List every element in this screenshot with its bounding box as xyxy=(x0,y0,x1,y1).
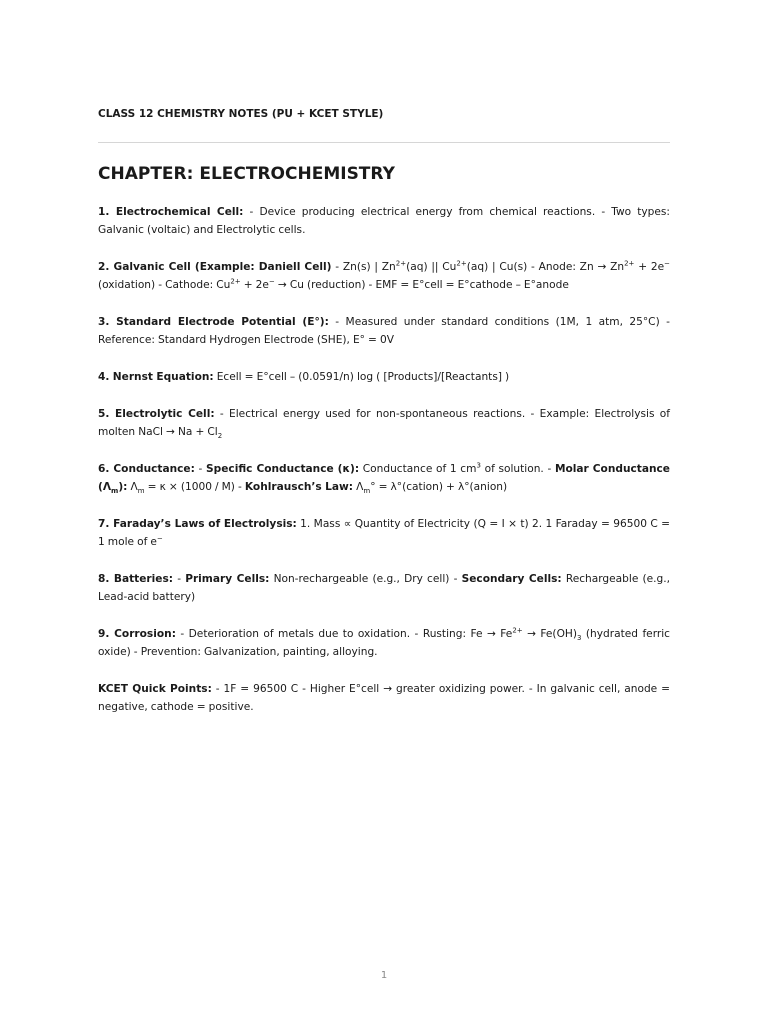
section-kcet-quick-points xyxy=(98,680,670,716)
section-conductance xyxy=(98,460,670,496)
section-label: 2. Galvanic Cell (Example: Daniell Cell) xyxy=(98,261,332,273)
term-text: ): xyxy=(118,481,128,493)
superscript: 2+ xyxy=(512,626,523,635)
superscript: 3 xyxy=(476,461,481,470)
section-text: (oxidation) - Cathode: Cu xyxy=(98,279,231,291)
section-text: - Measured under standard conditions (1M, 1 atm, 25°C) - Reference: Standard Hydrogen Electrode (SHE), E° = 0V xyxy=(98,316,670,346)
section-faradays-laws xyxy=(98,515,670,551)
section-text: of solution. - xyxy=(480,463,555,475)
superscript: − xyxy=(268,277,275,286)
superscript: 2+ xyxy=(395,259,407,268)
section-nernst-equation xyxy=(98,368,670,386)
section-text: (aq) || Cu xyxy=(406,261,457,273)
section-corrosion xyxy=(98,625,670,661)
subscript: m xyxy=(111,487,119,496)
section-text: Λ xyxy=(127,481,138,493)
page-number: 1 xyxy=(380,970,388,981)
chapter-title: CHAPTER: ELECTROCHEMISTRY xyxy=(98,164,395,184)
section-electrolytic-cell xyxy=(98,405,670,441)
section-label: 6. Conductance: xyxy=(98,463,195,475)
section-label: 7. Faraday’s Laws of Electrolysis: xyxy=(98,518,297,530)
superscript: 2+ xyxy=(624,259,635,268)
section-text: ° = λ°(cation) + λ°(anion) xyxy=(370,481,508,493)
document-header: CLASS 12 CHEMISTRY NOTES (PU + KCET STYLE) xyxy=(98,108,384,120)
section-text: Rechargeable (e.g., Lead-acid battery) xyxy=(98,573,670,603)
subscript: 2 xyxy=(217,432,223,441)
section-label: 1. Electrochemical Cell: xyxy=(98,206,244,218)
notes-body xyxy=(98,203,670,735)
section-text: - Electrical energy used for non-spontaneous reactions. - Example: Electrolysis of molten NaCl → Na + Cl xyxy=(98,408,670,438)
section-label: 3. Standard Electrode Potential (E°): xyxy=(98,316,329,328)
section-text: → Cu (reduction) - EMF = E°cell = E°cathode – E°anode xyxy=(274,279,569,291)
section-electrochemical-cell xyxy=(98,203,670,239)
section-label: 8. Batteries: xyxy=(98,573,174,585)
section-text: (aq) | Cu(s) - Anode: Zn → Zn xyxy=(466,261,625,273)
section-label: KCET Quick Points: xyxy=(98,683,212,695)
section-label: 9. Corrosion: xyxy=(98,628,176,640)
section-standard-electrode-potential xyxy=(98,313,670,349)
section-text: = κ × (1000 / M) - xyxy=(144,481,245,493)
subscript: 3 xyxy=(577,634,582,643)
section-text: + 2e xyxy=(240,279,269,291)
superscript: − xyxy=(664,259,670,268)
section-text: (hydrated ferric oxide) - Prevention: Galvanization, painting, alloying. xyxy=(98,628,670,658)
section-text: - xyxy=(194,463,207,475)
section-galvanic-cell xyxy=(98,258,670,294)
term-label: Specific Conductance (κ): xyxy=(206,463,360,475)
term-label: Primary Cells: xyxy=(185,573,270,585)
superscript: 2+ xyxy=(230,277,241,286)
section-label: 4. Nernst Equation: xyxy=(98,371,214,383)
section-text: Ecell = E°cell – (0.0591/n) log ( [Products]/[Reactants] ) xyxy=(213,371,510,383)
section-text: + 2e xyxy=(634,261,665,273)
section-text: - xyxy=(173,573,186,585)
section-text: - Device producing electrical energy from chemical reactions. - Two types: Galvanic (voltaic) and Electrolytic cells. xyxy=(98,206,671,236)
superscript: 2+ xyxy=(456,259,467,268)
section-text: - Zn(s) | Zn xyxy=(331,261,396,273)
subscript: m xyxy=(363,487,371,496)
section-text: - Deterioration of metals due to oxidation. - Rusting: Fe → Fe xyxy=(175,628,513,640)
term-text: Molar Conductance (Λ xyxy=(98,463,670,493)
section-text: Λ xyxy=(353,481,364,493)
term-label: Kohlrausch’s Law: xyxy=(244,481,354,493)
section-text: Conductance of 1 cm xyxy=(359,463,477,475)
section-text: Non-rechargeable (e.g., Dry cell) - xyxy=(269,573,462,585)
section-text: → Fe(OH) xyxy=(522,628,578,640)
section-text: - 1F = 96500 C - Higher E°cell → greater oxidizing power. - In galvanic cell, anode = negative, cathode = positive. xyxy=(98,683,670,713)
section-batteries xyxy=(98,570,670,606)
subscript: m xyxy=(137,487,145,496)
header-divider xyxy=(98,142,670,143)
section-text: 1. Mass ∝ Quantity of Electricity (Q = I × t) 2. 1 Faraday = 96500 C = 1 mole of e xyxy=(98,518,670,548)
superscript: − xyxy=(156,534,163,543)
section-label: 5. Electrolytic Cell: xyxy=(98,408,215,420)
term-label: Secondary Cells: xyxy=(461,573,562,585)
